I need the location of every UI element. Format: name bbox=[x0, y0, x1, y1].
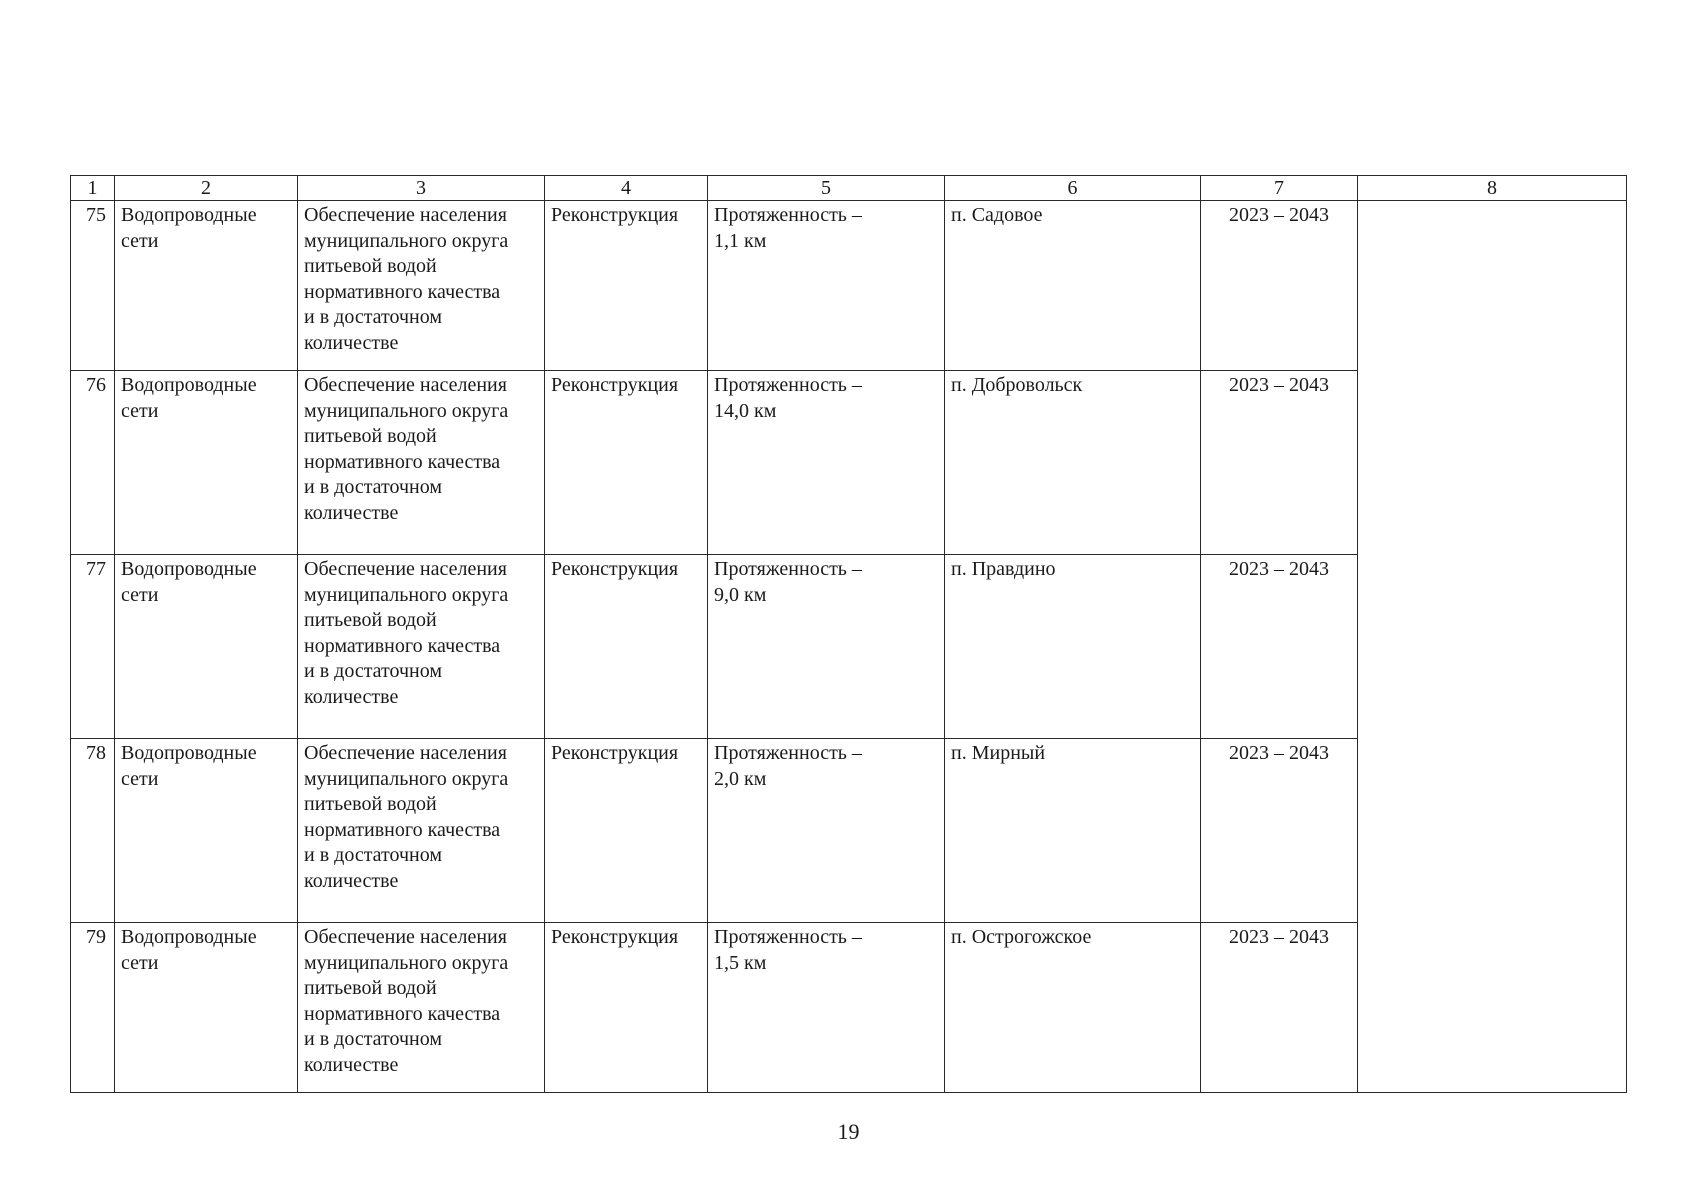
page-number: 19 bbox=[837, 1119, 860, 1144]
object-name: Водопроводные сети bbox=[115, 201, 298, 371]
object-name: Водопроводные сети bbox=[115, 555, 298, 739]
object-characteristics: Протяженность – 1,5 км bbox=[708, 923, 945, 1093]
object-characteristics: Протяженность – 1,1 км bbox=[708, 201, 945, 371]
work-type: Реконструкция bbox=[545, 201, 708, 371]
row-number: 77 bbox=[71, 555, 115, 739]
object-name: Водопроводные сети bbox=[115, 371, 298, 555]
object-location: п. Острогожское bbox=[945, 923, 1201, 1093]
object-characteristics: Протяженность – 2,0 км bbox=[708, 739, 945, 923]
object-purpose: Обеспечение населения муниципального округа питьевой водой нормативного качества и в достаточном количестве bbox=[298, 923, 545, 1093]
column-number-row bbox=[71, 176, 1627, 201]
object-purpose: Обеспечение населения муниципального округа питьевой водой нормативного качества и в достаточном количестве bbox=[298, 739, 545, 923]
object-purpose: Обеспечение населения муниципального округа питьевой водой нормативного качества и в достаточном количестве bbox=[298, 201, 545, 371]
object-purpose: Обеспечение населения муниципального округа питьевой водой нормативного качества и в достаточном количестве bbox=[298, 371, 545, 555]
row-number: 79 bbox=[71, 923, 115, 1093]
notes-cell bbox=[1358, 201, 1627, 1093]
implementation-period: 2023 – 2043 bbox=[1201, 201, 1358, 371]
implementation-period: 2023 – 2043 bbox=[1201, 923, 1358, 1093]
work-type: Реконструкция bbox=[545, 739, 708, 923]
work-type: Реконструкция bbox=[545, 371, 708, 555]
object-purpose: Обеспечение населения муниципального округа питьевой водой нормативного качества и в достаточном количестве bbox=[298, 555, 545, 739]
row-number: 76 bbox=[71, 371, 115, 555]
column-header: 1 bbox=[71, 176, 115, 201]
object-location: п. Садовое bbox=[945, 201, 1201, 371]
object-characteristics: Протяженность – 14,0 км bbox=[708, 371, 945, 555]
row-number: 78 bbox=[71, 739, 115, 923]
object-location: п. Добровольск bbox=[945, 371, 1201, 555]
object-location: п. Правдино bbox=[945, 555, 1201, 739]
object-name: Водопроводные сети bbox=[115, 923, 298, 1093]
column-header: 3 bbox=[298, 176, 545, 201]
object-name: Водопроводные сети bbox=[115, 739, 298, 923]
column-header: 4 bbox=[545, 176, 708, 201]
column-header: 7 bbox=[1201, 176, 1358, 201]
table-row bbox=[71, 201, 1627, 371]
column-header: 6 bbox=[945, 176, 1201, 201]
work-type: Реконструкция bbox=[545, 555, 708, 739]
implementation-period: 2023 – 2043 bbox=[1201, 739, 1358, 923]
object-location: п. Мирный bbox=[945, 739, 1201, 923]
row-number: 75 bbox=[71, 201, 115, 371]
implementation-period: 2023 – 2043 bbox=[1201, 555, 1358, 739]
column-header: 5 bbox=[708, 176, 945, 201]
work-type: Реконструкция bbox=[545, 923, 708, 1093]
objects-table bbox=[70, 175, 1627, 1093]
column-header: 8 bbox=[1358, 176, 1627, 201]
implementation-period: 2023 – 2043 bbox=[1201, 371, 1358, 555]
column-header: 2 bbox=[115, 176, 298, 201]
object-characteristics: Протяженность – 9,0 км bbox=[708, 555, 945, 739]
